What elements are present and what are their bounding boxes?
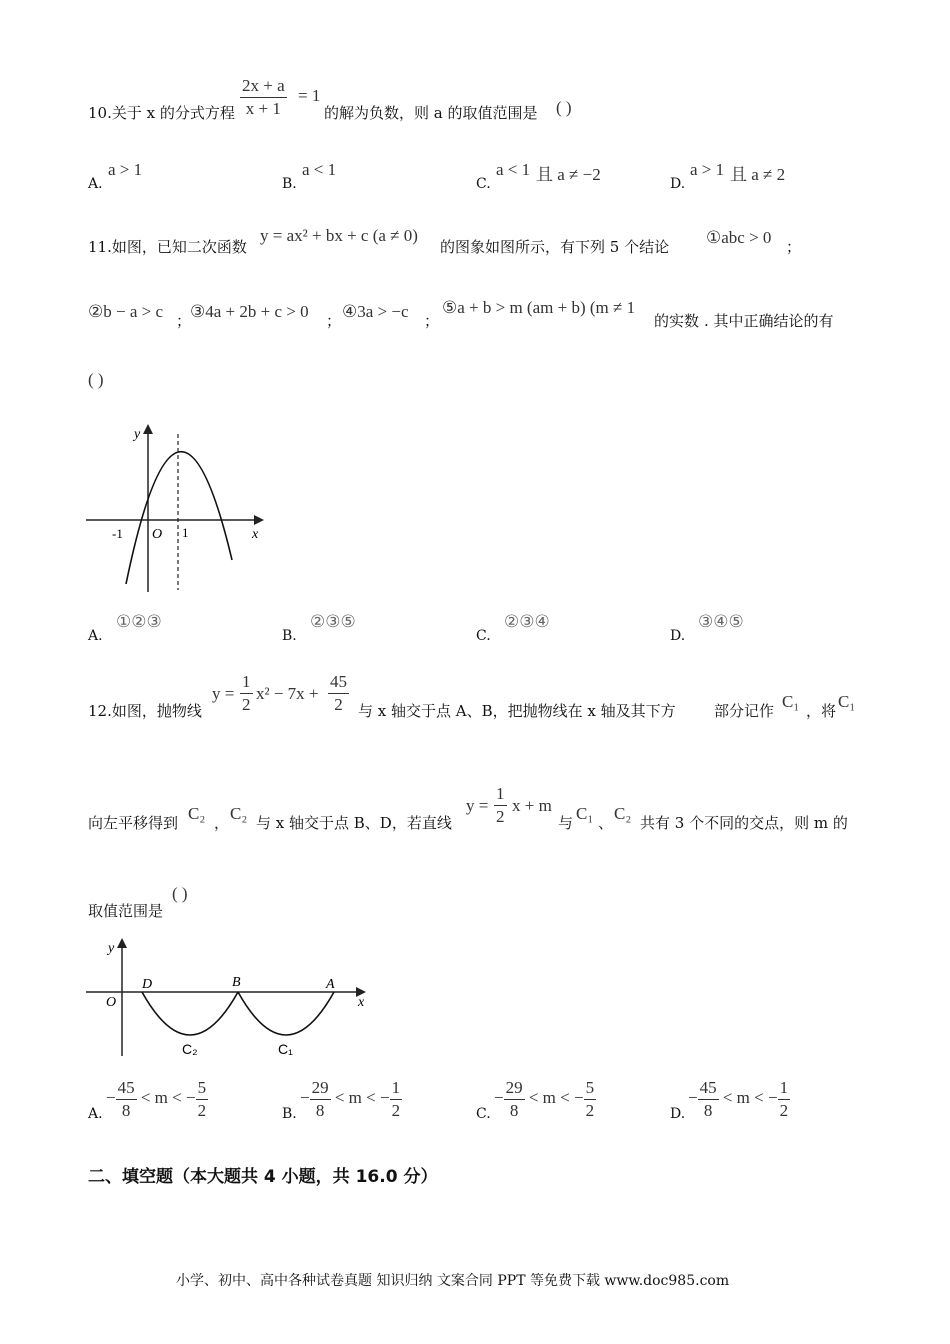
q10-prefix: 10.关于 x 的分式方程 — [88, 104, 235, 122]
q10-suffix: 的解为负数，则 a 的取值范围是 — [324, 104, 538, 122]
q10-option-b-letter: B. — [282, 176, 297, 192]
q10-answer-paren: ( ) — [556, 98, 572, 117]
q11-y-arrow-icon — [143, 424, 153, 434]
q12-option-c: − $\frac{29}{8}$ < m < − $\frac{5}{2}$ — [494, 1078, 595, 1120]
q11-sep-2: ； — [176, 312, 192, 330]
q10-option-c-extra: 且 a ≠ −2 — [536, 165, 601, 184]
q12-line2-c: 与 x 轴交于点 B、D，若直线 — [256, 814, 452, 832]
q12-y-label: y — [108, 941, 115, 956]
q12-func-terms: x² − 7x + — [256, 684, 319, 703]
q12-line-terms: x + m — [512, 796, 552, 815]
q11-conclusion-1: ①abc > 0 — [706, 228, 772, 247]
q12-line2-e: 、 — [598, 814, 614, 832]
q12-c2-curve-label: C₂ — [182, 1041, 198, 1057]
q12-c1-label: C₁ — [782, 692, 800, 711]
q11-conclusion-5: ⑤a + b > m (am + b) (m ≠ 1 — [442, 298, 636, 317]
q11-one-label: 1 — [182, 525, 189, 540]
q12-line-half: $\frac{1}{2}$ — [496, 784, 505, 826]
q10-option-a: a > 1 — [108, 160, 143, 179]
q11-sep-1: ； — [786, 238, 802, 256]
q12-line2-a: 向左平移得到 — [88, 814, 179, 832]
q10-fraction: $\frac{2x + a}{x + 1}$ — [242, 76, 285, 118]
q11-option-b: ②③⑤ — [310, 612, 356, 631]
q12-point-a: A — [326, 977, 335, 992]
q11-neg1-label: -1 — [112, 526, 123, 541]
q12-parabola-graph — [80, 932, 380, 1062]
q12-c2-label: C₂ — [188, 804, 206, 823]
q12-option-b: − $\frac{29}{8}$ < m < − $\frac{1}{2}$ — [300, 1078, 401, 1120]
q12-c2-label-c: C₂ — [614, 804, 632, 823]
q11-conclusion-2: ②b − a > c — [88, 302, 164, 321]
q12-prefix: 12.如图，抛物线 — [88, 702, 202, 720]
q12-origin-label: O — [106, 995, 117, 1010]
q11-option-d-letter: D. — [670, 628, 686, 644]
q11-tail: . 其中正确结论的有 — [704, 312, 834, 330]
q12-option-d: − $\frac{45}{8}$ < m < − $\frac{1}{2}$ — [688, 1078, 789, 1120]
q10-option-c-letter: C. — [476, 176, 491, 192]
page-footer: 小学、初中、高中各种试卷真题 知识归纳 文案合同 PPT 等免费下载 www.doc985.com — [176, 1273, 730, 1289]
q12-option-d-letter: D. — [670, 1106, 686, 1122]
q12-c1-label-c: C₁ — [576, 804, 594, 823]
q10-option-c: a < 1 — [496, 160, 531, 179]
q12-c1-label-b: C₁ — [838, 692, 856, 711]
q12-func-const: $\frac{45}{2}$ — [330, 672, 347, 714]
q10-option-b: a < 1 — [302, 160, 337, 179]
q12-point-d: D — [142, 977, 153, 992]
q12-option-a: − $\frac{45}{8}$ < m < − $\frac{5}{2}$ — [106, 1078, 207, 1120]
q12-mid-1: 与 x 轴交于点 A、B，把抛物线在 x 轴及其下方 — [358, 702, 676, 720]
q10-option-d: a > 1 — [690, 160, 725, 179]
q12-option-c-letter: C. — [476, 1106, 491, 1122]
q10-option-a-letter: A. — [88, 176, 103, 192]
q10-option-d-letter: D. — [670, 176, 686, 192]
q11-option-a-letter: A. — [88, 628, 103, 644]
q11-conclusion-3: ③4a + 2b + c > 0 — [190, 302, 309, 321]
q12-point-b: B — [232, 975, 241, 990]
q12-func-half: $\frac{1}{2}$ — [242, 672, 251, 714]
q11-option-c-letter: C. — [476, 628, 491, 644]
q12-option-b-letter: B. — [282, 1106, 297, 1122]
q11-parabola-graph — [80, 420, 280, 600]
q11-middle: 的图象如图所示，有下列 5 个结论 — [440, 238, 670, 256]
q11-function: y = ax² + bx + c (a ≠ 0) — [260, 226, 418, 245]
q12-curve-c1 — [238, 992, 334, 1035]
q12-x-label: x — [358, 995, 365, 1010]
q12-line2-f: 共有 3 个不同的交点，则 m 的 — [640, 814, 848, 832]
q12-mid-3: ，将 — [806, 702, 837, 720]
q12-line2-b: ， — [214, 814, 230, 832]
q11-origin-label: O — [152, 527, 163, 542]
q11-sep-4: ； — [424, 312, 440, 330]
q12-func-y: y = — [212, 684, 235, 703]
section-heading-fill-blank: 二、填空题（本大题共 4 小题，共 16.0 分） — [88, 1167, 438, 1187]
q12-mid-2: 部分记作 — [714, 702, 775, 720]
q11-answer-paren: ( ) — [88, 370, 104, 389]
q12-curve-c2 — [142, 992, 238, 1035]
q11-conclusion-5-suffix: 的实数 — [654, 312, 700, 330]
q10-rhs: = 1 — [298, 86, 321, 105]
q12-c1-curve-label: C₁ — [278, 1041, 293, 1057]
q12-answer-paren: ( ) — [172, 884, 188, 903]
q12-c2-label-b: C₂ — [230, 804, 248, 823]
q11-option-c: ②③④ — [504, 612, 550, 631]
q12-option-a-letter: A. — [88, 1106, 103, 1122]
q11-conclusion-4: ④3a > −c — [342, 302, 409, 321]
q11-parabola-curve — [126, 452, 232, 584]
q12-y-arrow-icon — [117, 938, 127, 948]
q11-option-a: ①②③ — [116, 612, 162, 631]
q12-line2-d: 与 — [558, 814, 574, 832]
q11-sep-3: ； — [326, 312, 342, 330]
q11-x-arrow-icon — [254, 515, 264, 525]
q12-line-y: y = — [466, 796, 489, 815]
q11-prefix: 11.如图，已知二次函数 — [88, 238, 247, 256]
q10-option-d-extra: 且 a ≠ 2 — [730, 165, 786, 184]
q11-y-label: y — [134, 427, 141, 442]
q11-option-d: ③④⑤ — [698, 612, 744, 631]
q11-x-label: x — [252, 527, 259, 542]
q11-option-b-letter: B. — [282, 628, 297, 644]
q12-line3: 取值范围是 — [88, 902, 164, 920]
